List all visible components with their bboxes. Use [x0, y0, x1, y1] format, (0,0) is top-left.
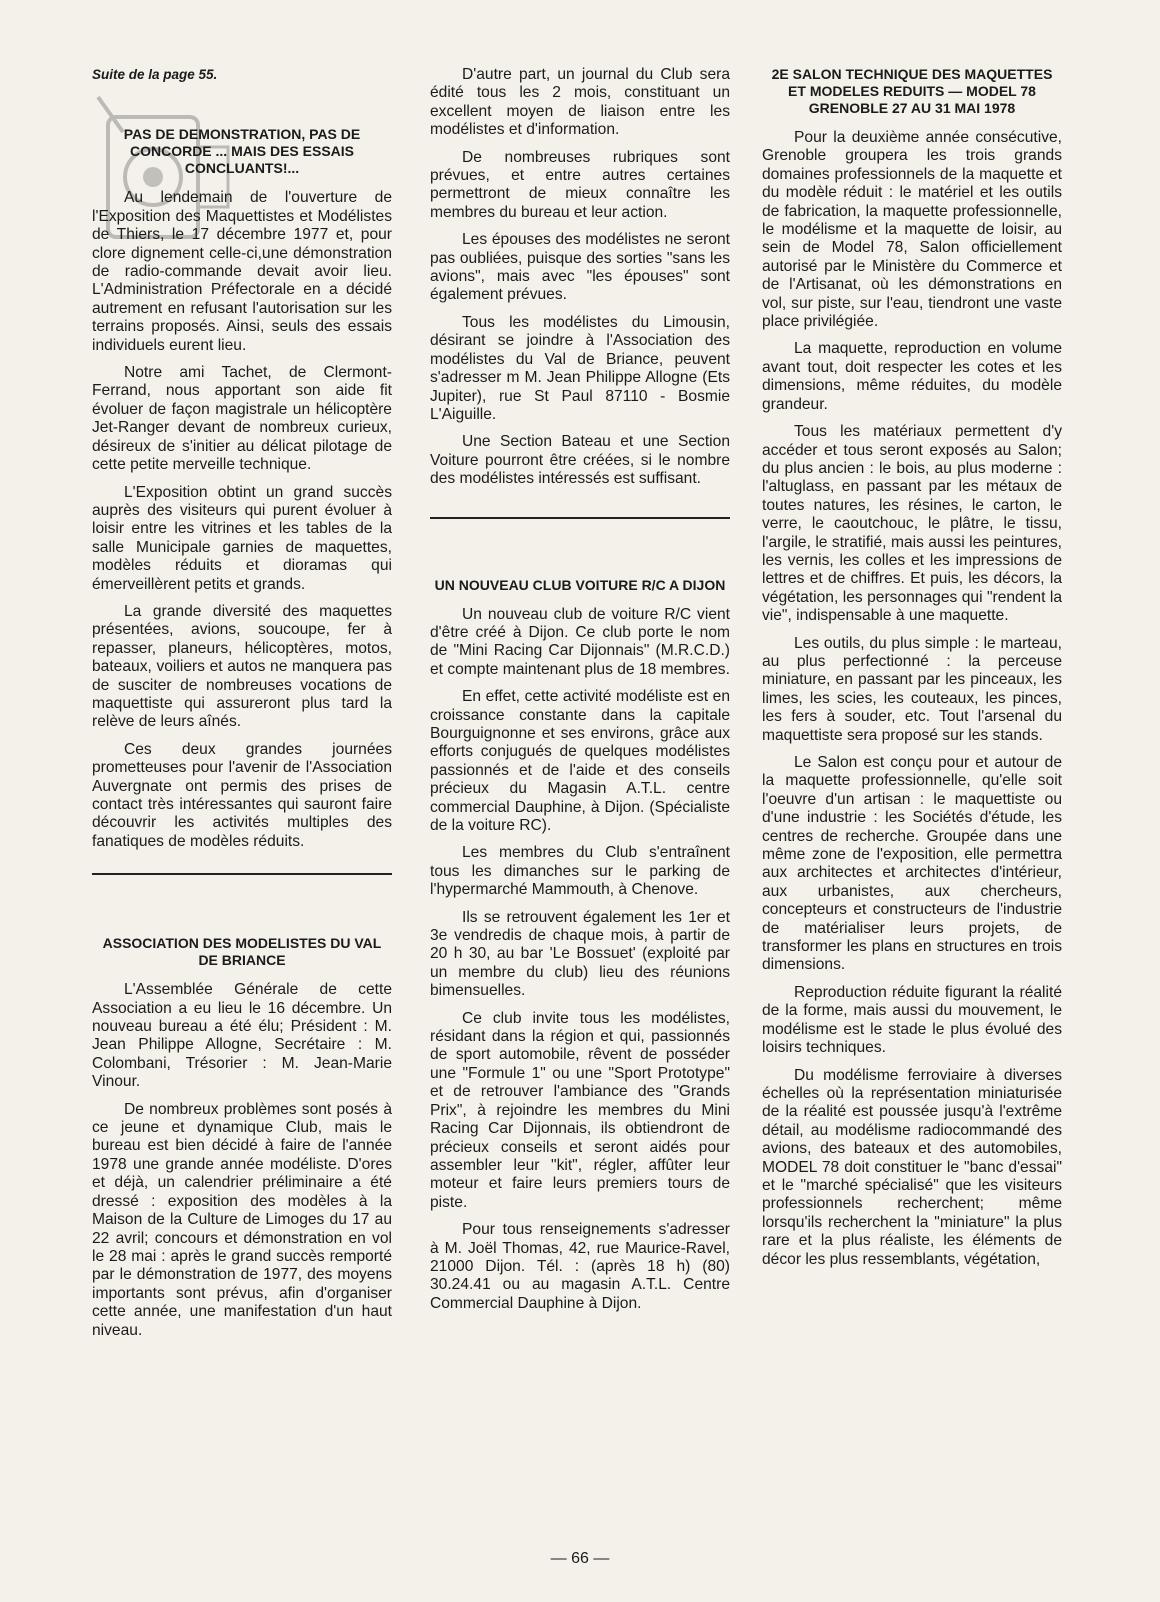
paragraph: D'autre part, un journal du Club sera édité tous les 2 mois, constituant un excellent moyen de liaison entre les modélistes et d'information. — [430, 66, 730, 139]
paragraph: De nombreuses rubriques sont prévues, et entre autres certaines permettront de mieux connaître les membres du bureau et leur action. — [430, 148, 730, 221]
paragraph: En effet, cette activité modéliste est en croissance constante dans la capitale Bourguignonne et ses environs, grâce aux efforts conjugués de quelques modélistes passionnés et de l'aide et des conseils précieux du Magasin A.T.L. centre commercial Dauphine, à Dijon. (Spécialiste de la voiture RC). — [430, 688, 730, 834]
paragraph: L'Exposition obtint un grand succès auprès des visiteurs qui purent évoluer à loisir entre les vitrines et les tables de la salle Municipale garnies de maquettes, modèles réduits et dioramas qui émerveillèrent petits et grands. — [92, 483, 392, 593]
paragraph: L'Assemblée Générale de cette Association a eu lieu le 16 décembre. Un nouveau bureau a été élu; Président : M. Jean Philippe Allogne, Secrétaire : M. Colombani, Trésorier : M. Jean-Marie Vinour. — [92, 981, 392, 1091]
page-number: — 66 — — [550, 1550, 610, 1567]
paragraph: La maquette, reproduction en volume avant tout, doit respecter les cotes et les dimensions, même réduites, du modèle grandeur. — [762, 340, 1062, 413]
paragraph: Tous les modélistes du Limousin, désirant se joindre à l'Association des modélistes du Val de Briance, peuvent s'adresser m M. Jean Philippe Allogne (Ets Jupiter), rue St Paul 87110 - Bosmie L'Aiguille. — [430, 313, 730, 423]
section-divider — [430, 517, 730, 519]
column-1 — [92, 66, 392, 1349]
article-body-thiers — [92, 189, 392, 851]
column-3 — [762, 66, 1062, 1278]
paragraph: Pour la deuxième année consécutive, Grenoble groupera les trois grands domaines professionnels de la maquette et du modèle réduit : le matériel et les outils de fabrication, la maquette professionnelle, le modélisme et la maquette de loisir, au sein de Model 78, Salon officiellement autorisé par le Ministère du Commerce et de l'Artisanat, où les démonstrations en vol, sur piste, sur l'eau, tiendront une vaste place privilégiée. — [762, 129, 1062, 331]
article-heading-val-de-briance: ASSOCIATION DES MODELISTES DU VAL DE BRIANCE — [102, 935, 382, 969]
paragraph: Notre ami Tachet, de Clermont-Ferrand, nous apportant son aide fit évoluer de façon magistrale un hélicoptère Jet-Ranger devant de nombreux curieux, désireux de s'initier au délicat pilotage de cette petite merveille technique. — [92, 364, 392, 474]
article-heading-model-78: 2E SALON TECHNIQUE DES MAQUETTES ET MODELES REDUITS — MODEL 78 GRENOBLE 27 AU 31 MAI 1978 — [771, 66, 1053, 116]
paragraph: De nombreux problèmes sont posés à ce jeune et dynamique Club, mais le bureau est bien décidé à faire de l'année 1978 une grande année modéliste. D'ores et déjà, un calendrier préliminaire a été dressé : exposition des modèles à la Maison de la Culture de Limoges du 17 au 22 avril; concours et démonstration en vol le 28 mai : après le grand succès remporté par le démonstration de 1977, des moyens importants sont prévus, afin d'organiser cette année, une manifestation d'un haut niveau. — [92, 1100, 392, 1339]
paragraph: Le Salon est conçu pour et autour de la maquette professionnelle, qu'elle soit l'oeuvre d'un artisan : le maquettiste ou d'une industrie : les Sociétés d'étude, les centres de recherche. Groupée dans une même zone de l'exposition, elle permettra aux architectes et architectes d'intérieur, aux urbanistes, aux chercheurs, concepteurs et constructeurs de l'industrie de matérialiser leurs projets, de transformer les plans en structures en trois dimensions. — [762, 754, 1062, 974]
paragraph: Les outils, du plus simple : le marteau, au plus perfectionné : la perceuse miniature, en passant par les pinceaux, les limes, les scies, les couteaux, les pinces, les fers à souder, etc. Tout l'arsenal du maquettiste sera proposé sur les stands. — [762, 634, 1062, 744]
article-body-model-78 — [762, 129, 1062, 1269]
paragraph: Au lendemain de l'ouverture de l'Exposition des Maquettistes et Modélistes de Thiers, le 17 décembre 1977 et, pour clore dignement celle-ci,une démonstration de radio-commande devait avoir lieu. L'Administration Préfectorale en a décidé autrement en refusant l'autorisation sur les terrains proposés. Ainsi, seuls des essais individuels eurent lieu. — [92, 189, 392, 354]
paragraph: Les épouses des modélistes ne seront pas oubliées, puisque des sorties "sans les avions", mais avec "les épouses" sont également prévues. — [430, 231, 730, 304]
paragraph: Les membres du Club s'entraînent tous les dimanches sur le parking de l'hypermarché Mammouth, à Chenove. — [430, 844, 730, 899]
paragraph: Pour tous renseignements s'adresser à M. Joël Thomas, 42, rue Maurice-Ravel, 21000 Dijon. Tél. : (après 18 h) (80) 30.24.41 ou au magasin A.T.L. Centre Commercial Dauphine à Dijon. — [430, 1221, 730, 1312]
column-2 — [430, 66, 730, 1322]
article-body-val-de-briance — [92, 981, 392, 1340]
article-heading-thiers: PAS DE DEMONSTRATION, PAS DE CONCORDE ... MAIS DES ESSAIS CONCLUANTS!... — [123, 126, 361, 177]
section-divider — [92, 873, 392, 875]
continued-from-note: Suite de la page 55. — [92, 67, 218, 82]
paragraph: Ces deux grandes journées prometteuses pour l'avenir de l'Association Auvergnate ont permis des prises de contact très intéressantes qui sauront faire découvrir les activités multiples des fanatiques de modèles réduits. — [92, 740, 392, 850]
paragraph: Une Section Bateau et une Section Voiture pourront être créées, si le nombre des modélistes intéressés est suffisant. — [430, 433, 730, 488]
article-heading-dijon: UN NOUVEAU CLUB VOITURE R/C A DIJON — [434, 576, 726, 593]
paragraph: Tous les matériaux permettent d'y accéder et tous seront exposés au Salon; du plus ancien : le bois, au plus moderne : l'altuglass, en passant par les métaux de toutes natures, les résines, le carton, le verre, le caoutchouc, le plâtre, le tissu, l'argile, le stratifié, mais aussi les peintures, les vernis, les colles et les impressions de lettres et de chiffres. Et puis, les décors, la végétation, les personnages qui "rendent la vie", indispensable à une maquette. — [762, 423, 1062, 625]
paragraph: Ils se retrouvent également les 1er et 3e vendredis de chaque mois, à partir de 20 h 30, au bar 'Le Bossuet' (exploité par un membre du club) lieu des réunions bimensuelles. — [430, 908, 730, 1000]
article-body-val-de-briance-cont — [430, 66, 730, 489]
paragraph: Un nouveau club de voiture R/C vient d'être créé à Dijon. Ce club porte le nom de "Mini Racing Car Dijonnais" (M.R.C.D.) et compte maintenant plus de 18 membres. — [430, 605, 730, 678]
article-body-dijon — [430, 606, 730, 1314]
paragraph: Reproduction réduite figurant la réalité de la forme, mais aussi du mouvement, le modélisme est le stade le plus évolué des loisirs techniques. — [762, 983, 1062, 1057]
paragraph: Ce club invite tous les modélistes, résidant dans la région et qui, passionnés de sport automobile, rêvent de posséder une "Formule 1" ou une "Sport Prototype" et de retrouver l'ambiance des "Grands Prix", à rejoindre les membres du Mini Racing Car Dijonnais, ils obtiendront de précieux conseils et seront aidés pour assembler leur "kit", régler, affûter leur moteur et faire leurs premiers tours de piste. — [430, 1009, 730, 1211]
paragraph: La grande diversité des maquettes présentées, avions, soucoupe, fer à repasser, planeurs, hélicoptères, motos, bateaux, voiliers et autos ne manquera pas de susciter de nombreuses vocations de maquettiste qui assureront plus tard la relève de leurs aînés. — [92, 602, 392, 731]
paragraph: Du modélisme ferroviaire à diverses échelles où la représentation miniaturisée de la réalité est poussée jusqu'à l'extrême détail, au modélisme radiocommandé des avions, des bateaux et des automobiles, MODEL 78 doit constituer le "banc d'essai" et le "marché spécialisé" que les visiteurs professionnels recherchent; même lorsqu'ils recherchent la "miniature" la plus rare et la plus réaliste, les éléments de décor les plus ressemblants, végétation, — [762, 1066, 1062, 1268]
